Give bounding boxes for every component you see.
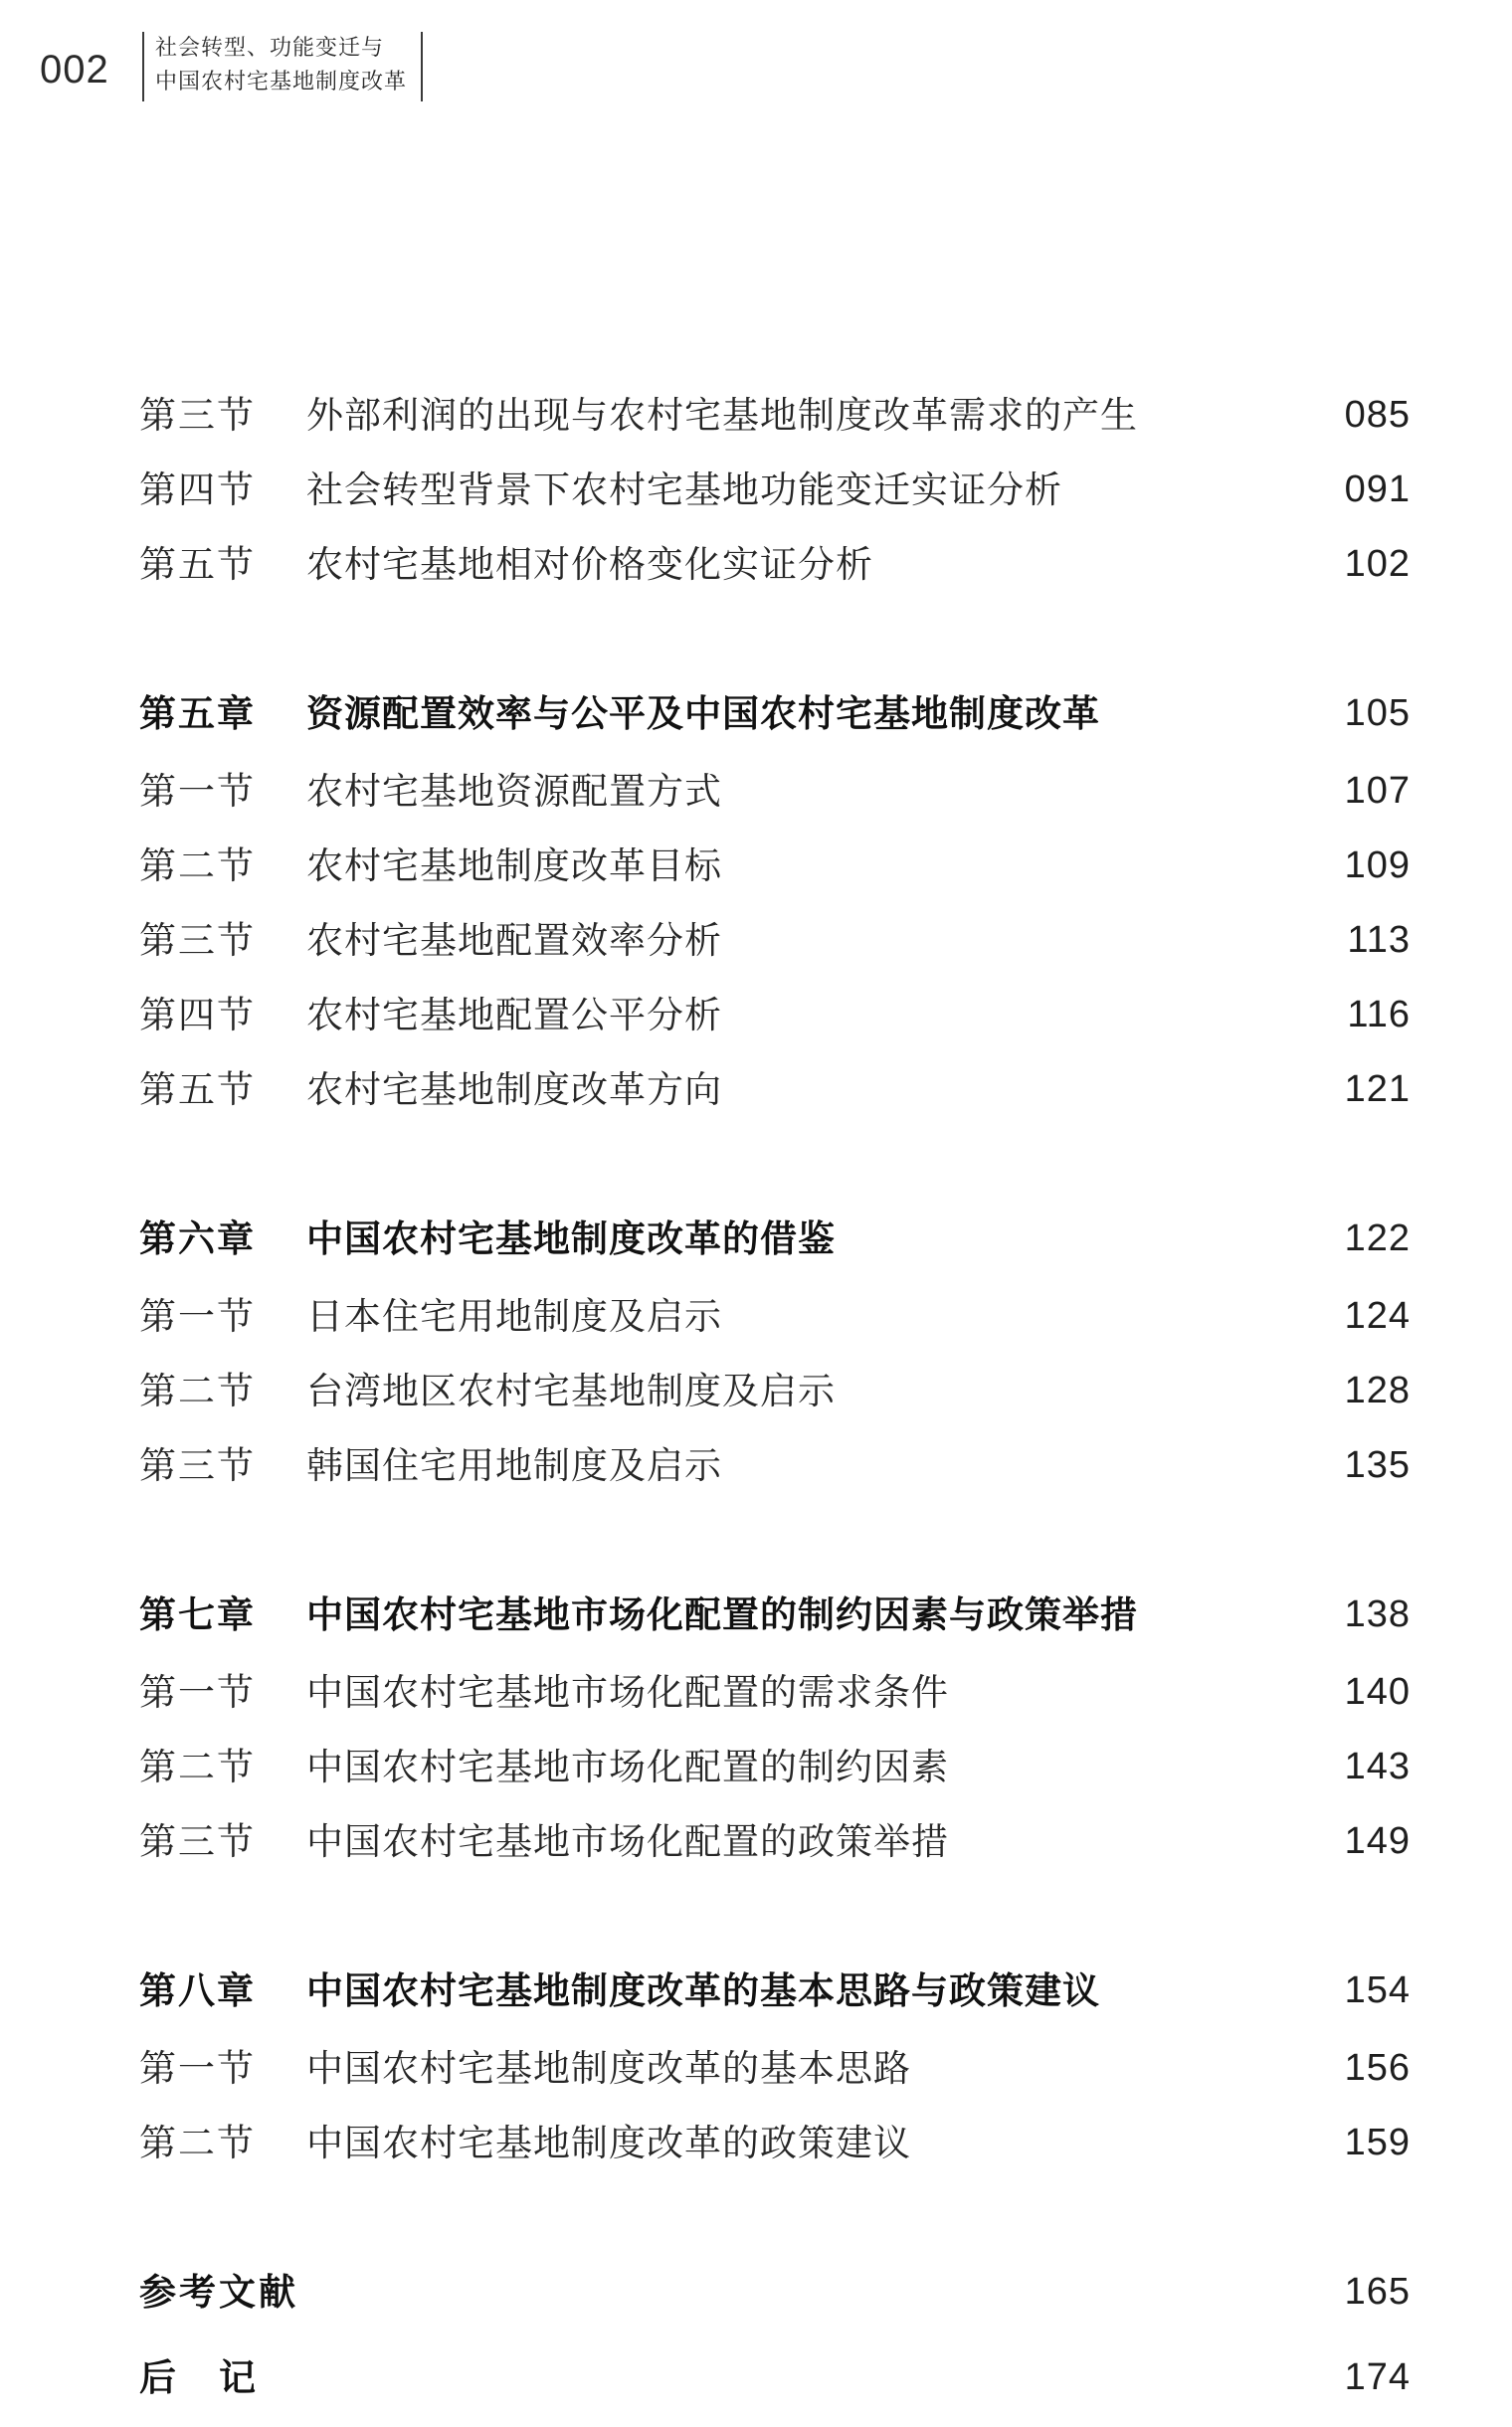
header-divider-left: [142, 32, 144, 101]
toc-section-entry[interactable]: [139, 1052, 1411, 1127]
toc-entry-title: 中国农村宅基地市场化配置的需求条件: [306, 1671, 949, 1714]
toc-entry-page-number: 135: [1344, 1444, 1411, 1486]
toc-entry-page-number: 121: [1344, 1068, 1411, 1110]
toc-chapter-entry[interactable]: [139, 1198, 1411, 1279]
toc-entry-label: 第六章: [139, 1216, 256, 1260]
toc-entry-title: 农村宅基地资源配置方式: [306, 770, 722, 813]
toc-entry-title: 中国农村宅基地市场化配置的制约因素与政策举措: [306, 1592, 1138, 1636]
toc-entry-label: 后 记: [139, 2355, 259, 2399]
toc-entry-title: 中国农村宅基地市场化配置的制约因素: [306, 1746, 949, 1788]
toc-entry-label: 第三节: [139, 1820, 256, 1863]
toc-entry-label: 第四节: [139, 994, 256, 1036]
toc-entry-page-number: 149: [1344, 1820, 1411, 1862]
toc-entry-title: 社会转型背景下农村宅基地功能变迁实证分析: [306, 468, 1062, 511]
toc-entry-label: 第一节: [139, 1671, 256, 1714]
toc-entry-label: 第一节: [139, 1295, 256, 1338]
toc-entry-page-number: 107: [1344, 770, 1411, 812]
toc-section-entry[interactable]: [139, 1804, 1411, 1879]
toc-section-entry[interactable]: [139, 1730, 1411, 1804]
toc-entry-page-number: 174: [1344, 2356, 1411, 2398]
book-title-line-2: 中国农村宅基地制度改革: [155, 70, 408, 94]
toc-section-entry[interactable]: [139, 2106, 1411, 2180]
toc-entry-title: 农村宅基地相对价格变化实证分析: [306, 543, 873, 586]
toc-entry-label: 第二节: [139, 844, 256, 887]
toc-entry-label: 第七章: [139, 1592, 256, 1636]
toc-entry-title: 中国农村宅基地制度改革的基本思路与政策建议: [306, 1968, 1100, 2012]
toc-section-entry[interactable]: [139, 1428, 1411, 1503]
toc-entry-title: 中国农村宅基地市场化配置的政策举措: [306, 1820, 949, 1863]
toc-entry-page-number: 124: [1344, 1295, 1411, 1337]
toc-entry-label: 第三节: [139, 919, 256, 962]
toc-entry-title: 中国农村宅基地制度改革的政策建议: [306, 2122, 911, 2164]
page-number: 002: [40, 48, 109, 92]
toc-entry-title: 外部利润的出现与农村宅基地制度改革需求的产生: [306, 394, 1138, 437]
toc-section-entry[interactable]: [139, 527, 1411, 602]
toc-entry-label: 第二节: [139, 2122, 256, 2164]
toc-entry-page-number: 109: [1344, 844, 1411, 886]
toc-entry-label: 第二节: [139, 1370, 256, 1412]
toc-chapter-entry[interactable]: [139, 1950, 1411, 2031]
toc-chapter-entry[interactable]: [139, 672, 1411, 754]
toc-entry-label: 第五节: [139, 543, 256, 586]
toc-entry-page-number: 143: [1344, 1746, 1411, 1787]
toc-entry-label: 第一节: [139, 770, 256, 813]
toc-entry-page-number: 156: [1344, 2047, 1411, 2089]
toc-entry-title: 农村宅基地制度改革方向: [306, 1068, 722, 1111]
running-book-title: [155, 32, 414, 99]
toc-entry-page-number: 091: [1344, 468, 1411, 510]
toc-entry-label: 第一节: [139, 2047, 256, 2090]
toc-entry-title: 日本住宅用地制度及启示: [306, 1295, 722, 1338]
toc-section-entry[interactable]: [139, 754, 1411, 829]
toc-entry-label: 第五节: [139, 1068, 256, 1111]
header-divider-right: [421, 32, 423, 101]
toc-entry-label: 第三节: [139, 1444, 256, 1487]
toc-section-entry[interactable]: [139, 378, 1411, 453]
toc-section-entry[interactable]: [139, 903, 1411, 978]
toc-entry-label: 参考文献: [139, 2270, 298, 2314]
toc-entry-page-number: 159: [1344, 2122, 1411, 2163]
toc-backmatter-entry[interactable]: [139, 2336, 1411, 2418]
toc-entry-title: 中国农村宅基地制度改革的借鉴: [306, 1216, 836, 1260]
toc-section-entry[interactable]: [139, 978, 1411, 1052]
toc-entry-title: 资源配置效率与公平及中国农村宅基地制度改革: [306, 691, 1100, 735]
toc-entry-page-number: 140: [1344, 1671, 1411, 1713]
toc-section-entry[interactable]: [139, 829, 1411, 903]
toc-section-entry[interactable]: [139, 453, 1411, 527]
book-title-line-1: 社会转型、功能变迁与: [155, 36, 385, 61]
toc-entry-title: 韩国住宅用地制度及启示: [306, 1444, 722, 1487]
toc-entry-label: 第八章: [139, 1968, 256, 2012]
toc-entry-page-number: 122: [1344, 1217, 1411, 1259]
toc-entry-label: 第三节: [139, 394, 256, 437]
toc-entry-page-number: 154: [1344, 1969, 1411, 2011]
toc-section-entry[interactable]: [139, 1279, 1411, 1354]
toc-entry-page-number: 102: [1344, 543, 1411, 585]
toc-section-entry[interactable]: [139, 1655, 1411, 1730]
toc-chapter-entry[interactable]: [139, 1574, 1411, 1655]
toc-entry-page-number: 128: [1344, 1370, 1411, 1411]
toc-entry-title: 中国农村宅基地制度改革的基本思路: [306, 2047, 911, 2090]
table-of-contents: [139, 378, 1411, 2418]
toc-entry-title: 农村宅基地制度改革目标: [306, 844, 722, 887]
toc-entry-page-number: 116: [1347, 994, 1411, 1035]
toc-entry-page-number: 085: [1344, 394, 1411, 436]
toc-section-entry[interactable]: [139, 1354, 1411, 1428]
toc-entry-page-number: 105: [1344, 692, 1411, 734]
toc-entry-label: 第五章: [139, 691, 256, 735]
toc-entry-title: 农村宅基地配置效率分析: [306, 919, 722, 962]
toc-entry-label: 第四节: [139, 468, 256, 511]
toc-entry-title: 农村宅基地配置公平分析: [306, 994, 722, 1036]
toc-entry-page-number: 165: [1344, 2271, 1411, 2313]
toc-section-entry[interactable]: [139, 2031, 1411, 2106]
toc-entry-page-number: 138: [1344, 1593, 1411, 1635]
toc-backmatter-entry[interactable]: [139, 2251, 1411, 2333]
toc-entry-title: 台湾地区农村宅基地制度及启示: [306, 1370, 836, 1412]
toc-entry-label: 第二节: [139, 1746, 256, 1788]
toc-entry-page-number: 113: [1347, 919, 1411, 961]
